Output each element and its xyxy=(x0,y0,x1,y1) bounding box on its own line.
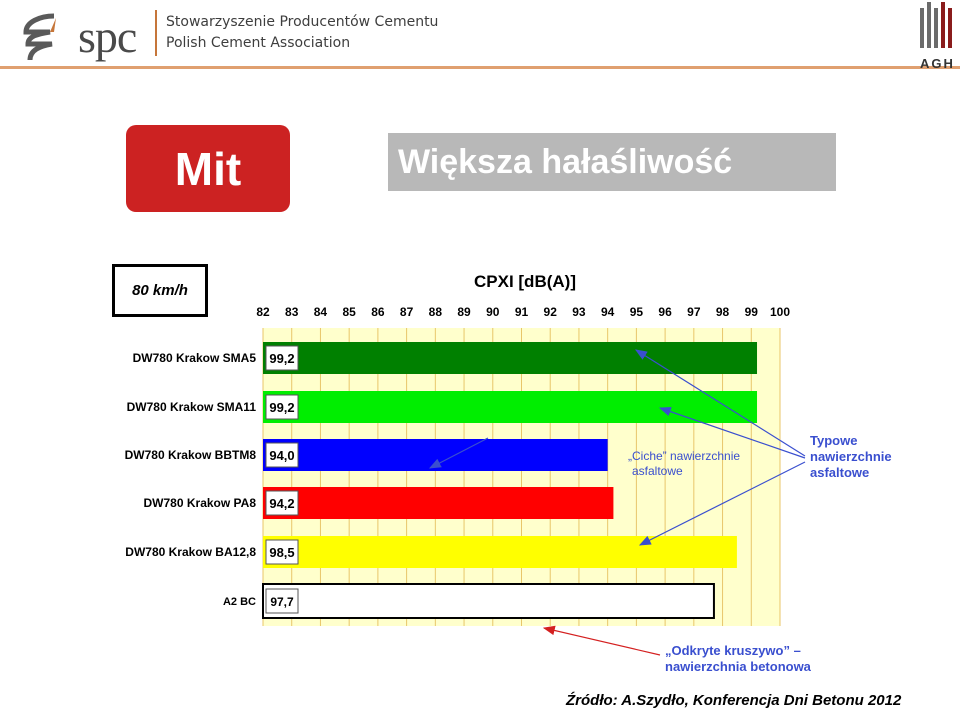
x-tick-label: 100 xyxy=(769,305,791,319)
association-name-en: Polish Cement Association xyxy=(166,35,351,51)
association-name-pl: Stowarzyszenie Producentów Cementu xyxy=(166,14,439,30)
x-tick-label: 94 xyxy=(600,305,615,319)
bar xyxy=(263,487,613,519)
x-tick-label: 98 xyxy=(715,305,730,319)
x-tick-label: 92 xyxy=(543,305,557,319)
value-label: 99,2 xyxy=(269,351,295,366)
bar xyxy=(263,391,757,423)
category-label: A2 BC xyxy=(222,596,256,608)
x-tick-label: 99 xyxy=(744,305,758,319)
source-citation: Źródło: A.Szydło, Konferencja Dni Betonu 2012 xyxy=(566,692,902,709)
callout-concrete-line2: nawierzchnia betonowa xyxy=(665,659,811,674)
category-label: DW780 Krakow BA12,8 xyxy=(125,545,256,559)
x-tick-label: 89 xyxy=(457,305,471,319)
callout-typical-line1: Typowe xyxy=(810,433,858,448)
x-tick-label: 83 xyxy=(285,305,299,319)
callout-quiet-line1: „Ciche” nawierzchnie xyxy=(628,449,741,463)
callout-concrete-line1: „Odkryte kruszywo” – xyxy=(665,643,801,658)
callout-typical-line2: nawierzchnie xyxy=(810,449,892,464)
x-tick-label: 82 xyxy=(256,305,270,319)
speed-label: 80 km/h xyxy=(112,264,208,317)
category-label: DW780 Krakow SMA11 xyxy=(126,400,256,414)
value-label: 99,2 xyxy=(269,400,295,415)
x-tick-label: 85 xyxy=(342,305,356,319)
value-label: 94,2 xyxy=(269,496,295,511)
value-label: 98,5 xyxy=(269,545,295,560)
category-label: DW780 Krakow SMA5 xyxy=(132,351,256,365)
bar xyxy=(263,584,714,618)
myth-tag: Mit xyxy=(126,125,290,212)
x-tick-label: 91 xyxy=(514,305,529,319)
category-label: DW780 Krakow PA8 xyxy=(143,496,256,510)
value-label: 97,7 xyxy=(270,595,294,609)
bar xyxy=(263,439,608,471)
x-tick-label: 97 xyxy=(687,305,701,319)
x-tick-label: 90 xyxy=(486,305,500,319)
x-tick-label: 84 xyxy=(313,305,328,319)
x-tick-label: 88 xyxy=(428,305,443,319)
bar xyxy=(263,536,737,568)
x-tick-label: 95 xyxy=(629,305,644,319)
slide-headline: Większa hałaśliwość xyxy=(388,133,836,191)
chart-title: CPXI [dB(A)] xyxy=(474,272,576,291)
x-tick-labels xyxy=(256,305,790,319)
bar xyxy=(263,342,757,374)
callout-typical-line3: asfaltowe xyxy=(810,465,870,480)
value-label: 94,0 xyxy=(269,448,295,463)
callout-quiet-line2: asfaltowe xyxy=(632,464,683,478)
x-tick-label: 96 xyxy=(658,305,672,319)
category-label: DW780 Krakow BBTM8 xyxy=(124,448,256,462)
category-labels xyxy=(125,351,257,608)
callout-concrete-arrow xyxy=(544,628,660,655)
x-tick-label: 86 xyxy=(371,305,385,319)
agh-logo-text: AGH xyxy=(920,56,955,71)
x-tick-label: 93 xyxy=(572,305,586,319)
spc-logo-text: spc xyxy=(78,11,137,62)
x-tick-label: 87 xyxy=(399,305,414,319)
